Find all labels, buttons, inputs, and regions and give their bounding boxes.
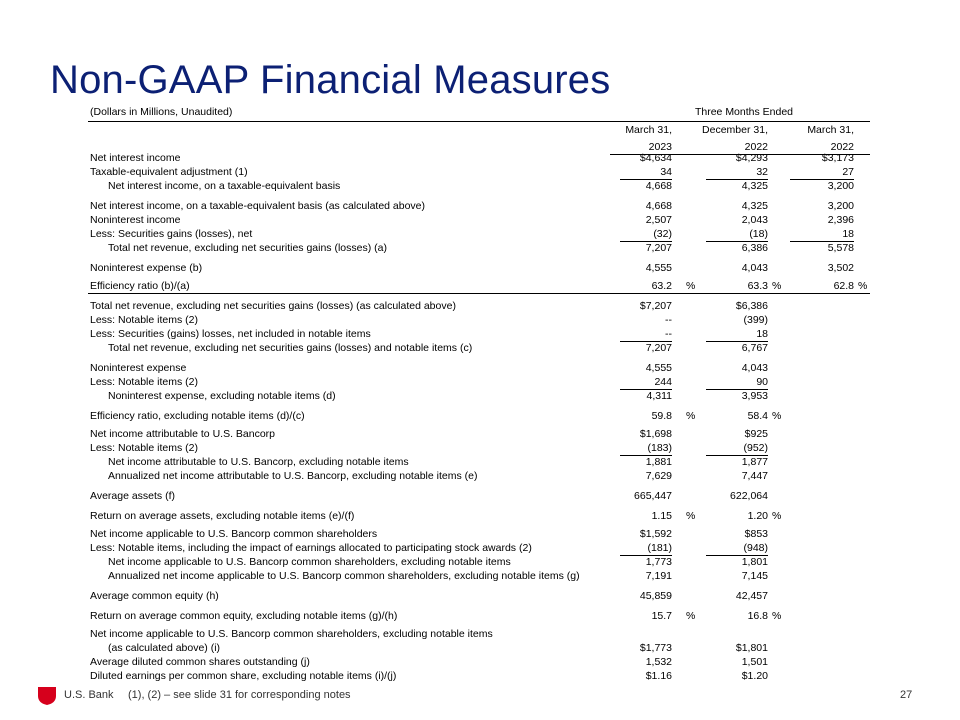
cell-value: $1,698 xyxy=(639,428,672,440)
table-row xyxy=(0,179,960,193)
cell-value: 27 xyxy=(842,166,854,178)
col-header-year-2: 2022 xyxy=(744,141,768,153)
cell-value: 90 xyxy=(756,376,768,388)
cell-value: 63.2 xyxy=(651,280,672,292)
row-label: Less: Securities gains (losses), net xyxy=(90,228,253,240)
cell-value: -- xyxy=(665,328,672,340)
cell-value: 244 xyxy=(654,376,672,388)
subtotal-rule xyxy=(790,179,854,180)
row-label: Annualized net income applicable to U.S. Bancorp common shareholders, excluding notable items (g) xyxy=(108,570,580,582)
cell-value: 5,578 xyxy=(827,242,854,254)
cell-value: 622,064 xyxy=(730,490,768,502)
col-header-month-2: December 31, xyxy=(702,124,768,136)
percent-sign: % xyxy=(772,510,782,522)
cell-value: $925 xyxy=(744,428,768,440)
cell-value: 63.3 xyxy=(747,280,768,292)
cell-value: $1,801 xyxy=(735,642,768,654)
table-row xyxy=(0,627,960,641)
table-row xyxy=(0,409,960,423)
cell-value: 3,502 xyxy=(827,262,854,274)
cell-value: (399) xyxy=(743,314,768,326)
table-row xyxy=(0,299,960,313)
col-header-month-1: March 31, xyxy=(625,124,672,136)
cell-value: 4,668 xyxy=(645,180,672,192)
cell-value: $7,207 xyxy=(639,300,672,312)
row-label: Less: Notable items (2) xyxy=(90,314,198,326)
cell-value: $3,173 xyxy=(821,152,854,164)
table-row xyxy=(0,527,960,541)
cell-value: 32 xyxy=(756,166,768,178)
percent-sign: % xyxy=(772,410,782,422)
cell-value: 4,043 xyxy=(741,262,768,274)
table-row xyxy=(0,313,960,327)
cell-value: 4,043 xyxy=(741,362,768,374)
table-row xyxy=(0,279,960,293)
cell-value: 62.8 xyxy=(833,280,854,292)
subtotal-rule xyxy=(620,241,672,242)
page-title: Non-GAAP Financial Measures xyxy=(50,58,611,102)
page-number: 27 xyxy=(900,689,913,701)
table-row xyxy=(0,361,960,375)
table-row xyxy=(0,341,960,355)
table-row xyxy=(0,455,960,469)
footnote: (1), (2) – see slide 31 for corresponding notes xyxy=(128,689,351,701)
cell-value: 59.8 xyxy=(651,410,672,422)
table-row xyxy=(0,469,960,483)
cell-value: 42,457 xyxy=(735,590,768,602)
cell-value: 3,200 xyxy=(827,180,854,192)
row-label: Less: Notable items (2) xyxy=(90,376,198,388)
row-label: Diluted earnings per common share, excluding notable items (i)/(j) xyxy=(90,670,397,682)
cell-value: (183) xyxy=(647,442,672,454)
row-label: Less: Notable items (2) xyxy=(90,442,198,454)
subtotal-rule xyxy=(620,179,672,180)
table-row xyxy=(0,541,960,555)
cell-value: 4,555 xyxy=(645,362,672,374)
subtotal-rule xyxy=(620,341,672,342)
cell-value: 18 xyxy=(842,228,854,240)
cell-value: $853 xyxy=(744,528,768,540)
row-label: Efficiency ratio (b)/(a) xyxy=(90,280,190,292)
cell-value: 58.4 xyxy=(747,410,768,422)
row-label: Noninterest expense (b) xyxy=(90,262,203,274)
row-label: Less: Securities (gains) losses, net included in notable items xyxy=(90,328,371,340)
subtotal-rule xyxy=(706,341,768,342)
percent-sign: % xyxy=(772,610,782,622)
table-row xyxy=(0,165,960,179)
cell-value: $4,634 xyxy=(639,152,672,164)
table-row xyxy=(0,441,960,455)
table-row xyxy=(0,199,960,213)
percent-sign: % xyxy=(686,410,696,422)
cell-value: (181) xyxy=(647,542,672,554)
cell-value: 7,447 xyxy=(741,470,768,482)
table-row xyxy=(0,213,960,227)
cell-value: 6,386 xyxy=(741,242,768,254)
cell-value: 4,311 xyxy=(646,390,672,402)
row-label: Noninterest expense, excluding notable items (d) xyxy=(108,390,336,402)
row-label: Average diluted common shares outstanding (j) xyxy=(90,656,310,668)
row-label: Total net revenue, excluding net securities gains (losses) (as calculated above) xyxy=(90,300,456,312)
col-header-month-3: March 31, xyxy=(807,124,854,136)
cell-value: $1.20 xyxy=(741,670,768,682)
cell-value: 7,207 xyxy=(645,342,672,354)
subtotal-rule xyxy=(706,555,768,556)
table-row xyxy=(0,241,960,255)
row-label: Less: Notable items, including the impact of earnings allocated to participating stock awards (2) xyxy=(90,542,532,554)
table-row xyxy=(0,555,960,569)
cell-value: 7,191 xyxy=(645,570,672,582)
table-row xyxy=(0,489,960,503)
cell-value: 1.20 xyxy=(747,510,768,522)
period-label: Three Months Ended xyxy=(694,106,794,118)
col-header-year-1: 2023 xyxy=(648,141,672,153)
row-label: Net income attributable to U.S. Bancorp xyxy=(90,428,276,440)
row-label: Net interest income, on a taxable-equivalent basis xyxy=(108,180,341,192)
cell-value: 2,043 xyxy=(741,214,768,226)
cell-value: 7,145 xyxy=(741,570,768,582)
row-label: Average assets (f) xyxy=(90,490,176,502)
footer xyxy=(0,686,960,710)
cell-value: $1,592 xyxy=(639,528,672,540)
cell-value: 18 xyxy=(756,328,768,340)
percent-sign: % xyxy=(772,280,782,292)
subtotal-rule xyxy=(706,241,768,242)
row-label: Total net revenue, excluding net securities gains (losses) and notable items (c) xyxy=(108,342,473,354)
row-label: Annualized net income attributable to U.S. Bancorp, excluding notable items (e) xyxy=(108,470,478,482)
row-label: Net income applicable to U.S. Bancorp common shareholders, excluding notable items xyxy=(90,628,493,640)
subtotal-rule xyxy=(790,241,854,242)
cell-value: (32) xyxy=(653,228,672,240)
table-row xyxy=(0,227,960,241)
table-row xyxy=(0,589,960,603)
row-label: (as calculated above) (i) xyxy=(108,642,221,654)
percent-sign: % xyxy=(686,280,696,292)
row-label: Net income applicable to U.S. Bancorp common shareholders xyxy=(90,528,378,540)
row-label: Total net revenue, excluding net securities gains (losses) (a) xyxy=(108,242,387,254)
cell-value: 1.15 xyxy=(651,510,672,522)
table-row xyxy=(0,641,960,655)
subtotal-rule xyxy=(706,179,768,180)
table-row xyxy=(0,655,960,669)
cell-value: 4,325 xyxy=(741,200,768,212)
row-label: Net income applicable to U.S. Bancorp common shareholders, excluding notable items xyxy=(108,556,511,568)
cell-value: 4,555 xyxy=(645,262,672,274)
table-row xyxy=(0,261,960,275)
subtotal-rule xyxy=(706,455,768,456)
cell-value: 1,501 xyxy=(741,656,768,668)
cell-value: $1,773 xyxy=(639,642,672,654)
subtotal-rule xyxy=(620,389,672,390)
table-row xyxy=(0,389,960,403)
row-label: Taxable-equivalent adjustment (1) xyxy=(90,166,248,178)
cell-value: (948) xyxy=(743,542,768,554)
table-row xyxy=(0,569,960,583)
subtotal-rule xyxy=(620,555,672,556)
cell-value: -- xyxy=(665,314,672,326)
percent-sign: % xyxy=(686,610,696,622)
cell-value: 16.8 xyxy=(747,610,768,622)
cell-value: 7,207 xyxy=(645,242,672,254)
cell-value: 4,325 xyxy=(741,180,768,192)
row-label: Noninterest income xyxy=(90,214,181,226)
section-rule xyxy=(88,293,870,294)
row-label: Net interest income, on a taxable-equivalent basis (as calculated above) xyxy=(90,200,426,212)
cell-value: 1,877 xyxy=(741,456,768,468)
cell-value: 1,801 xyxy=(741,556,768,568)
cell-value: 34 xyxy=(660,166,672,178)
cell-value: 665,447 xyxy=(634,490,672,502)
cell-value: 4,668 xyxy=(645,200,672,212)
cell-value: 3,200 xyxy=(827,200,854,212)
percent-sign: % xyxy=(686,510,696,522)
units-label: (Dollars in Millions, Unaudited) xyxy=(90,106,233,118)
percent-sign: % xyxy=(858,280,868,292)
cell-value: 3,953 xyxy=(741,390,768,402)
cell-value: $1.16 xyxy=(645,670,672,682)
table-row xyxy=(0,327,960,341)
table-row xyxy=(0,375,960,389)
table-row xyxy=(0,151,960,165)
subtotal-rule xyxy=(706,389,768,390)
cell-value: 1,881 xyxy=(645,456,672,468)
row-label: Net income attributable to U.S. Bancorp, excluding notable items xyxy=(108,456,409,468)
cell-value: 1,773 xyxy=(645,556,672,568)
cell-value: 1,532 xyxy=(645,656,672,668)
cell-value: $6,386 xyxy=(735,300,768,312)
table-row xyxy=(0,609,960,623)
cell-value: $4,293 xyxy=(735,152,768,164)
table-row xyxy=(0,427,960,441)
cell-value: 7,629 xyxy=(645,470,672,482)
cell-value: 45,859 xyxy=(639,590,672,602)
cell-value: 2,396 xyxy=(827,214,854,226)
row-label: Noninterest expense xyxy=(90,362,187,374)
cell-value: (18) xyxy=(749,228,768,240)
cell-value: 15.7 xyxy=(651,610,672,622)
row-label: Efficiency ratio, excluding notable items (d)/(c) xyxy=(90,410,305,422)
us-bank-shield-icon xyxy=(37,686,57,706)
col-header-year-3: 2022 xyxy=(830,141,854,153)
row-label: Net interest income xyxy=(90,152,181,164)
cell-value: 6,767 xyxy=(741,342,768,354)
table-row xyxy=(0,669,960,683)
cell-value: 2,507 xyxy=(645,214,672,226)
table-row xyxy=(0,509,960,523)
row-label: Return on average common equity, excluding notable items (g)/(h) xyxy=(90,610,398,622)
row-label: Average common equity (h) xyxy=(90,590,219,602)
row-label: Return on average assets, excluding notable items (e)/(f) xyxy=(90,510,355,522)
cell-value: (952) xyxy=(743,442,768,454)
brand-name: U.S. Bank xyxy=(64,689,114,701)
subtotal-rule xyxy=(620,455,672,456)
